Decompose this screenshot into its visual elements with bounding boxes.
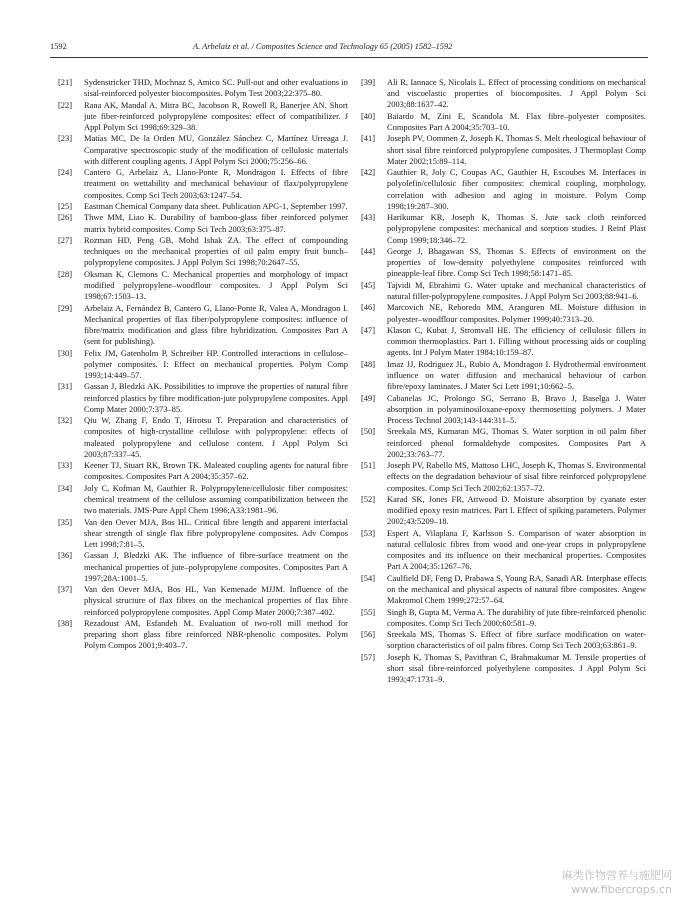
reference-text: Rana AK, Mandal A, Mitra BC, Jacobson R, Rowell R, Banerjee AN. Short jute fiber-reinforced polypropylene composites: effect of compatibilizer. J Appl Polym Sci 1998;69:329–38. xyxy=(84,99,348,132)
reference-number: [46] xyxy=(361,302,376,313)
reference-item xyxy=(361,246,646,280)
reference-item xyxy=(58,100,348,134)
reference-text: Qiu W, Zhang F, Endo T, Hirotsu T. Preparation and characteristics of composites of high-crystalline cellulose with polypropylene: effects of maleated polypropylene and cellulose content. J Appl Polym Sci 2003;87:337–45. xyxy=(84,415,348,459)
reference-text: Arbelaiz A, Fernández B, Cantero G, Llano-Ponte R, Valea A, Mondragon I. Mechanical properties of flax fiber/polypropylene composites: influence of fibre/matrix modification and glass fibre hybridization. Composites Part A (sent for publishing). xyxy=(84,302,348,347)
reference-number: [26] xyxy=(58,212,73,223)
reference-number: [31] xyxy=(58,381,73,392)
reference-number: [22] xyxy=(58,99,73,110)
reference-item xyxy=(361,167,646,212)
reference-text: Rezadoust AM, Esfandeh M. Evaluation of two-roll mill method for preparing short glass fibre reinforced NBR-phenolic composites. Polym Polym Compos 2001;9:403–7. xyxy=(84,617,348,651)
reference-text: Espert A, Vilaplana F, Karlsson S. Comparison of water absorption in natural cellulosic fibres from wood and one-year crops in polypropylene composites and its influence on their mechanical properties. Composites Part A 2004;35:1267–76. xyxy=(387,527,646,572)
reference-text: Felix JM, Gatenholm P, Schreiber HP. Controlled interactions in cellulose–polymer composites. I: Effect on mechanical properties. Polym Comp 1993;14:449–57. xyxy=(84,347,348,380)
header-rule xyxy=(50,57,648,58)
reference-text: Ali R, Iannace S, Nicolais L. Effect of processing conditions on mechanical and viscoelastic properties of biocomposites. J Appl Polym Sci 2003;88:1637–42. xyxy=(387,77,646,110)
reference-number: [54] xyxy=(361,572,376,583)
reference-text: Singh B, Gupta M, Verma A. The durability of jute fibre-reinforced phenolic composites. Comp Sci Tech 2000;60:581–9. xyxy=(387,606,646,628)
reference-text: Thwe MM, Liao K. Durability of bamboo-glass fiber reinforced polymer matrix hybrid composites. Comp Sci Tech 2003;63:375–87. xyxy=(84,212,348,234)
watermark-line-1: 麻类作物营养与施肥网 xyxy=(562,869,672,882)
reference-item xyxy=(58,201,348,212)
reference-text: Van den Oever MJA, Bos HL. Critical fibre length and apparent interfacial shear strength of single flax fibre polypropylene composites. Adv Compos Lett 1998;7:81–5. xyxy=(84,516,348,549)
running-title: A. Arbelaiz et al. / Composites Science and Technology 65 (2005) 1582–1592 xyxy=(193,42,453,51)
reference-text: Oksman K, Clemons C. Mechanical properties and morphology of impact modified polypropylene–woodflour composites. J Appl Polym Sci 1998;67:1503–13. xyxy=(84,268,348,302)
reference-item xyxy=(361,77,646,111)
reference-item xyxy=(58,517,348,551)
reference-number: [24] xyxy=(58,167,73,178)
reference-item xyxy=(361,393,646,427)
reference-item xyxy=(361,460,646,494)
reference-item xyxy=(58,303,348,348)
reference-item xyxy=(361,212,646,246)
reference-number: [53] xyxy=(361,527,376,538)
reference-item xyxy=(58,584,348,618)
reference-number: [21] xyxy=(58,77,73,87)
reference-text: Karad SK, Jones FR, Attwood D. Moisture absorption by cyanate ester modified epoxy resin matrices. Part I. Effect of spiking parameters. Polymer 2002;43:5209–18. xyxy=(387,493,646,527)
watermark-line-2: www.fibercrops.cn xyxy=(571,883,672,896)
reference-number: [28] xyxy=(58,268,73,279)
reference-item xyxy=(58,415,348,460)
reference-number: [37] xyxy=(58,584,73,595)
reference-number: [25] xyxy=(58,200,73,211)
reference-text: Imaz JJ, Rodriguez JL, Rubio A, Mondragon I. Hydrothermal environment influence on water diffusion and mechanical behaviour of carbon fibre/epoxy laminates. J Mater Sci Lett 1991;10:662–5. xyxy=(387,358,646,392)
reference-number: [40] xyxy=(361,110,376,121)
reference-number: [45] xyxy=(361,279,376,290)
reference-text: Gauthier R, Joly C, Coupas AC, Gauthier H, Escoubes M. Interfaces in polyolefin/cellulosic fiber composites: chemical coupling, morphology, correlation with adhesion and aging in moisture. Polym Comp 1998;19:287–300. xyxy=(387,167,646,211)
reference-text: Klason C, Kubat J, Stromvall HE. The efficiency of cellulosic fillers in common thermoplastics. Part 1. Filling without processing aids or coupling agents. Int J Polym Mater 1984;10:159–87. xyxy=(387,324,646,358)
reference-number: [56] xyxy=(361,629,376,640)
reference-text: Cabanelas JC, Prolongo SG, Serrano B, Bravo J, Baselga J. Water absorption in polyaminosiloxane-epoxy thermosetting polymers. J Mater Process Technol 2003;143-144:311–5. xyxy=(387,392,646,425)
reference-number: [55] xyxy=(361,606,376,617)
reference-number: [51] xyxy=(361,460,376,471)
reference-item xyxy=(361,573,646,607)
reference-text: Gassan J, Bledzki AK. The influence of fibre-surface treatment on the mechanical properties of jute–polypropylene composites. Composites Part A 1997;28A:1001–5. xyxy=(84,550,348,583)
reference-number: [35] xyxy=(58,516,73,527)
reference-item xyxy=(58,133,348,167)
reference-number: [27] xyxy=(58,234,73,245)
reference-item xyxy=(58,483,348,517)
reference-item xyxy=(58,235,348,269)
reference-text: Keener TJ, Stuart RK, Brown TK. Maleated coupling agents for natural fibre composites. Composites Part A 2004;35:357–62. xyxy=(84,460,348,482)
reference-item xyxy=(361,280,646,302)
reference-number: [29] xyxy=(58,302,73,313)
reference-number: [42] xyxy=(361,167,376,178)
reference-text: Baiardo M, Zini E, Scandola M. Flax fibre–polyester composites. Composites Part A 2004;35:703–10. xyxy=(387,110,646,132)
reference-item xyxy=(58,550,348,584)
reference-item xyxy=(58,381,348,415)
references-right-column xyxy=(361,77,646,686)
reference-number: [47] xyxy=(361,324,376,335)
reference-text: Joseph PV, Oommen Z, Joseph K, Thomas S. Melt rheological behaviour of short sisal fibre reinforced polypropylene composites. J Thermoplast Comp Mater 2002;15:89–114. xyxy=(387,133,646,166)
reference-item xyxy=(58,167,348,201)
reference-number: [32] xyxy=(58,415,73,426)
reference-number: [34] xyxy=(58,482,73,493)
reference-item xyxy=(58,269,348,303)
reference-number: [39] xyxy=(361,77,376,87)
reference-item xyxy=(58,212,348,234)
reference-number: [44] xyxy=(361,245,376,256)
reference-text: Rozman HD, Peng GB, Mohd Ishak ZA. The effect of compounding techniques on the mechanical properties of oil palm empty fruit bunch–polypropylene composites. J Appl Polym Sci 1998;70:2647–55. xyxy=(84,234,348,268)
reference-number: [23] xyxy=(58,133,73,144)
reference-text: Sreekala MS, Thomas S. Effect of fibre surface modification on water-sorption characteristics of oil palm fibres. Comp Sci Tech 2003;63:861–9. xyxy=(387,629,646,651)
reference-item xyxy=(361,302,646,324)
reference-number: [50] xyxy=(361,426,376,437)
reference-item xyxy=(361,359,646,393)
reference-number: [48] xyxy=(361,358,376,369)
reference-text: Caulfield DF, Feng D, Prabawa S, Young RA, Sanadi AR. Interphase effects on the mechanical and physical aspects of natural fibre composites. Angew Makromol Chem 1999;272:57–64. xyxy=(387,572,646,606)
watermark xyxy=(562,869,672,897)
reference-text: Gassan J, Bledzki AK. Possibilities to improve the properties of natural fibre reinforced plastics by fibre modification-jute polypropylene composites. Appl Comp Mater 2000;7:373–85. xyxy=(84,381,348,414)
reference-item xyxy=(361,111,646,133)
references-left-column xyxy=(58,77,348,652)
reference-text: George J, Bhagawan SS, Thomas S. Effects of environment on the properties of low-density polyethylene composites reinforced with pineapple-leaf fibre. Comp Sci Tech 1998;58:1471–85. xyxy=(387,245,646,279)
reference-text: Joseph K, Thomas S, Pavithran C, Brahmakumar M. Tensile properties of short sisal fibre-reinforced polyethylene composites. J Appl Polym Sci 1993;47:1731–9. xyxy=(387,651,646,685)
reference-text: Sreekala MS, Kumaran MG, Thomas S. Water sorption in oil palm fiber reinforced phenol formaldehyde composites. Composites Part A 2002;33:763–77. xyxy=(387,426,646,459)
reference-item xyxy=(58,460,348,482)
reference-number: [52] xyxy=(361,493,376,504)
reference-item xyxy=(361,607,646,629)
running-header xyxy=(50,40,648,54)
reference-text: Matías MC, De la Orden MU, González Sánchez C, Martínez Urreaga J. Comparative spectroscopic study of the modification of cellulosic materials with different coupling agents. J Appl Polym Sci 2000;75:256–66. xyxy=(84,133,348,166)
reference-item xyxy=(361,426,646,460)
reference-item xyxy=(361,325,646,359)
reference-text: Harikumar KR, Joseph K, Thomas S. Jute sack cloth reinforced polypropylene composites: mechanical and sorption studies. J Reinf Plast Comp 1999;18:346–72. xyxy=(387,212,646,245)
reference-text: Joseph PV, Rabello MS, Mattoso LHC, Joseph K, Thomas S. Environmental effects on the degradation behaviour of sisal fibre reinforced polypropylene composites. Comp Sci Tech 2002;62:1357–72. xyxy=(387,460,646,493)
reference-text: Sydenstricker THD, Mochnaz S, Amico SC. Pull-out and other evaluations in sisal-reinforced polyester biocomposites. Polym Test 2003;22:375–80. xyxy=(84,77,348,99)
reference-item xyxy=(58,77,348,99)
reference-text: Eastman Chemical Company data sheet. Publication APG-1, September 1997. xyxy=(84,200,348,211)
reference-item xyxy=(58,348,348,382)
reference-item xyxy=(361,133,646,167)
page-number: 1592 xyxy=(50,42,67,51)
reference-number: [33] xyxy=(58,460,73,471)
reference-text: Cantero G, Arbelaiz A, Llano-Ponte R, Mondragon I. Effects of fibre treatment on wettability and mechanical behaviour of flax/polypropylene composites. Comp Sci Tech 2003;63:1247–54. xyxy=(84,167,348,200)
reference-text: Van den Oever MJA, Bos HL, Van Kemenade MJJM. Influence of the physical structure of flax fibres on the mechanical properties of flax fibre reinforced polypropylene composites. Appl Comp Mater 2000;7:387–402. xyxy=(84,584,348,617)
reference-number: [38] xyxy=(58,617,73,628)
reference-number: [36] xyxy=(58,550,73,561)
reference-item xyxy=(58,618,348,652)
reference-item xyxy=(361,652,646,686)
reference-item xyxy=(361,629,646,651)
reference-item xyxy=(361,528,646,573)
reference-number: [49] xyxy=(361,392,376,403)
reference-text: Joly C, Kofman M, Gauthier R. Polypropylene/cellulosic fiber composites: chemical treatment of the cellulose assuming compatibilization between the two materials. JMS-Pure Appl Chem 1996;A33:1981–96. xyxy=(84,482,348,516)
reference-number: [41] xyxy=(361,133,376,144)
reference-text: Tajvidi M, Ebrahimi G. Water uptake and mechanical characteristics of natural filler-polypropylene composites. J Appl Polym Sci 2003;88:941–6. xyxy=(387,279,646,301)
reference-text: Marcovich NE, Reboredo MM, Aranguren MI. Moisture diffusion in polyester–woodflour composites. Polymer 1999;40:7313–20. xyxy=(387,302,646,324)
reference-number: [43] xyxy=(361,212,376,223)
reference-number: [57] xyxy=(361,651,376,662)
reference-item xyxy=(361,494,646,528)
reference-number: [30] xyxy=(58,347,73,358)
